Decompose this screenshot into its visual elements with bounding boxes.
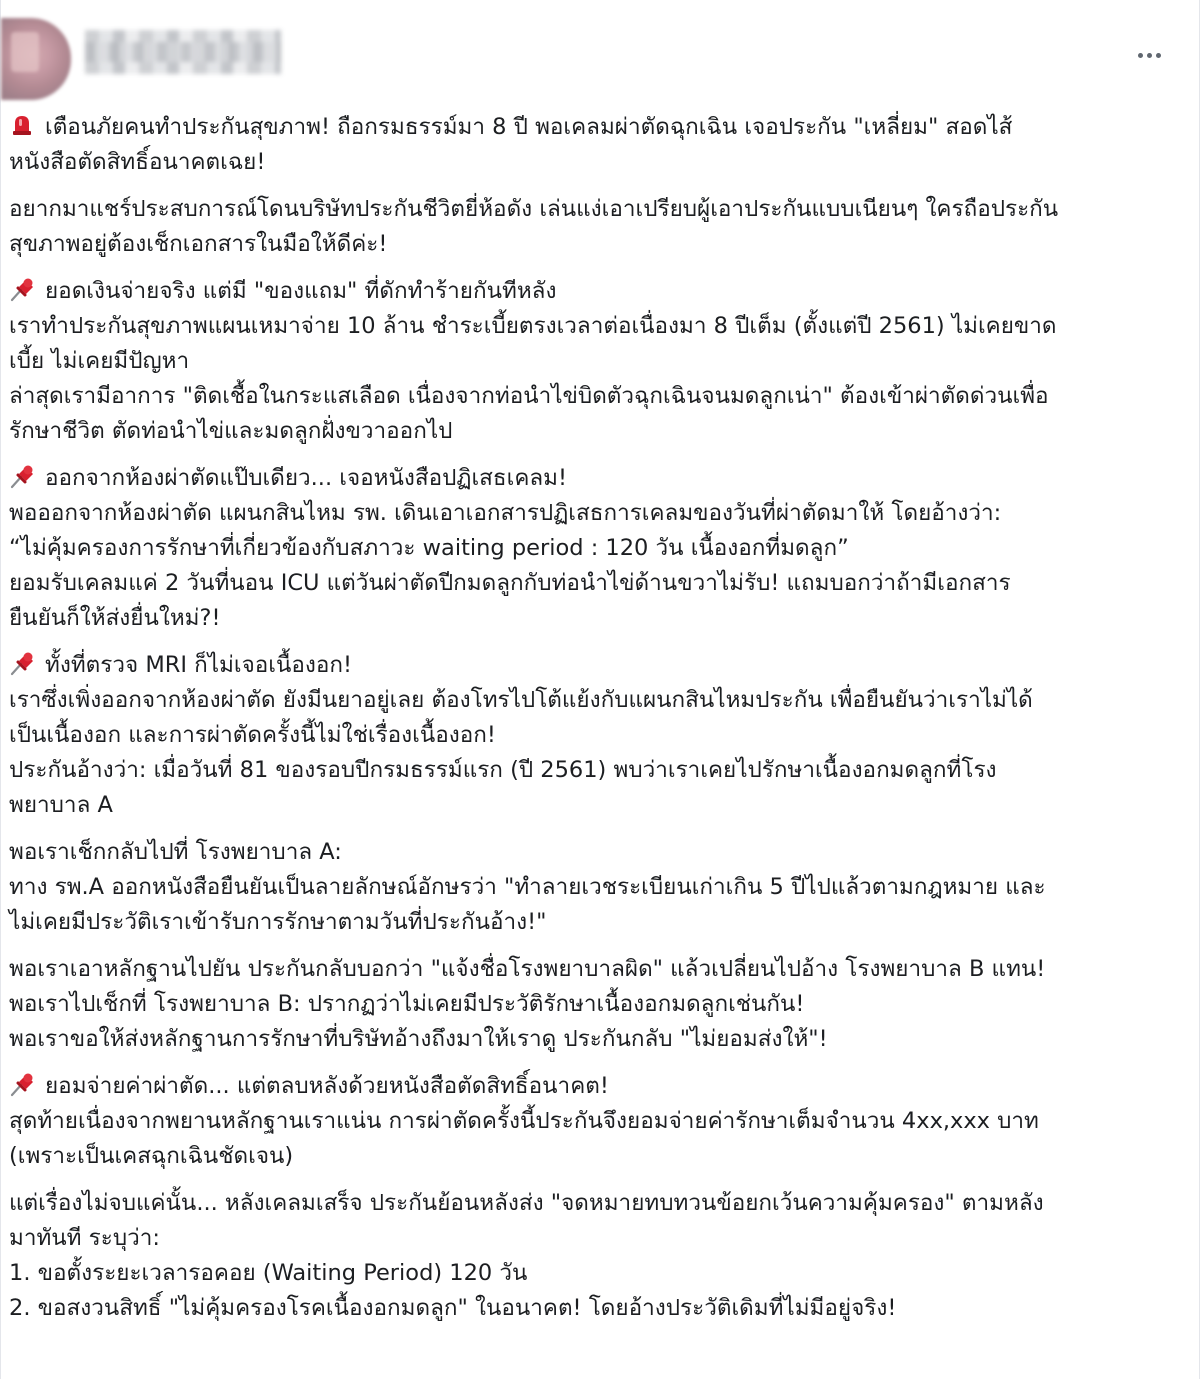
- section-line: ยืนยันก็ให้ส่งยื่นใหม่?!: [9, 605, 221, 631]
- pushpin-icon: [9, 650, 37, 676]
- author-avatar-blurred[interactable]: [1, 18, 71, 100]
- section-heading: ออกจากห้องผ่าตัดแป๊บเดียว... เจอหนังสือปฏิเสธเคลม!: [9, 461, 1195, 496]
- more-dot-icon: [1156, 53, 1161, 58]
- section-line: สุดท้ายเนื่องจากพยานหลักฐานเราแน่น การผ่าตัดครั้งนี้ประกันจึงยอมจ่ายค่ารักษาเต็มจำนวน 4xx,xxx บาท: [9, 1108, 1039, 1134]
- section-paid-but-excluded: [9, 1069, 1195, 1174]
- final-paragraph: [9, 1186, 1195, 1326]
- paragraph-line: พอเราไปเช็กที่ โรงพยาบาล B: ปรากฏว่าไม่เคยมีประวัติรักษาเนื้องอกมดลูกเช่นกัน!: [9, 991, 805, 1017]
- post-body: [9, 110, 1195, 1338]
- section-line: เราซึ่งเพิ่งออกจากห้องผ่าตัด ยังมีนยาอยู่เลย ต้องโทรไปโต้แย้งกับแผนกสินไหมประกัน เพื่อยืนยันว่าเราไม่ได้: [9, 687, 1033, 713]
- section-line: ล่าสุดเรามีอาการ "ติดเชื้อในกระแสเลือด เนื่องจากท่อนำไข่บิดตัวฉุกเฉินจนมดลูกเน่า" ต้องเข้าผ่าตัดด่วนเพื่อ: [9, 383, 1049, 409]
- paragraph-line: พอเราขอให้ส่งหลักฐานการรักษาที่บริษัทอ้างถึงมาให้เราดู ประกันกลับ "ไม่ยอมส่งให้"!: [9, 1026, 828, 1052]
- paragraph-line: แต่เรื่องไม่จบแค่นั้น... หลังเคลมเสร็จ ประกันย้อนหลังส่ง "จดหมายทบทวนข้อยกเว้นความคุ้มครอง" ตามหลัง: [9, 1190, 1044, 1216]
- section-line: (เพราะเป็นเคสฉุกเฉินชัดเจน): [9, 1143, 294, 1169]
- pushpin-icon: [9, 463, 37, 489]
- section-heading: ทั้งที่ตรวจ MRI ก็ไม่เจอเนื้องอก!: [9, 648, 1195, 683]
- more-dot-icon: [1147, 53, 1152, 58]
- section-line: พอออกจากห้องผ่าตัด แผนกสินไหม รพ. เดินเอาเอกสารปฏิเสธการเคลมของวันที่ผ่าตัดมาให้ โดยอ้างว่า:: [9, 500, 1002, 526]
- section-heading: ยอดเงินจ่ายจริง แต่มี "ของแถม" ที่ดักทำร้ายกันทีหลัง: [9, 274, 1195, 309]
- paragraph-line: พอเราเอาหลักฐานไปยัน ประกันกลับบอกว่า "แจ้งชื่อโรงพยาบาลผิด" แล้วเปลี่ยนไปอ้าง โรงพยาบาล B แทน!: [9, 956, 1046, 982]
- section-mri-no-tumor: [9, 648, 1195, 823]
- intro-line-1: อยากมาแชร์ประสบการณ์โดนบริษัทประกันชีวิตยี่ห้อดัง เล่นแง่เอาเปรียบผู้เอาประกันแบบเนียนๆ ใครถือประกัน: [9, 196, 1059, 222]
- paragraph-line: มาทันที ระบุว่า:: [9, 1225, 160, 1251]
- list-item: 2. ขอสงวนสิทธิ์ "ไม่คุ้มครองโรคเนื้องอกมดลูก" ในอนาคต! โดยอ้างประวัติเดิมที่ไม่มีอยู่จริง!: [9, 1295, 897, 1321]
- intro-paragraph: [9, 192, 1195, 262]
- section-line: รักษาชีวิต ตัดท่อนำไข่และมดลูกฝั่งขวาออกไป: [9, 418, 453, 444]
- section-line: “ไม่คุ้มครองการรักษาที่เกี่ยวข้องกับสภาวะ waiting period : 120 วัน เนื้องอกที่มดลูก”: [9, 535, 849, 561]
- hospital-a-paragraph: [9, 835, 1195, 940]
- section-line: ประกันอ้างว่า: เมื่อวันที่ 81 ของรอบปีกรมธรรม์แรก (ปี 2561) พบว่าเราเคยไปรักษาเนื้องอกมดลูกที่โรง: [9, 757, 997, 783]
- section-line: พยาบาล A: [9, 792, 113, 818]
- section-line: ยอมรับเคลมแค่ 2 วันที่นอน ICU แต่วันผ่าตัดปีกมดลูกกับท่อนำไข่ด้านขวาไม่รับ! แถมบอกว่าถ้ามีเอกสาร: [9, 570, 1011, 596]
- section-claim-rejected: [9, 461, 1195, 636]
- more-dot-icon: [1138, 53, 1143, 58]
- intro-line-2: สุขภาพอยู่ต้องเช็กเอกสารในมือให้ดีค่ะ!: [9, 231, 388, 257]
- section-paid-with-extras: [9, 274, 1195, 449]
- list-item: 1. ขอตั้งระยะเวลารอคอย (Waiting Period) 120 วัน: [9, 1260, 528, 1286]
- author-name-blurred[interactable]: [85, 30, 281, 74]
- post-header: [1, 0, 1200, 100]
- section-line: เราทำประกันสุขภาพแผนเหมาจ่าย 10 ล้าน ชำระเบี้ยตรงเวลาต่อเนื่องมา 8 ปีเต็ม (ตั้งแต่ปี 2561) ไม่เคยขาด: [9, 313, 1057, 339]
- hospital-b-paragraph: [9, 952, 1195, 1057]
- section-line: เป็นเนื้องอก และการผ่าตัดครั้งนี้ไม่ใช่เรื่องเนื้องอก!: [9, 722, 496, 748]
- section-heading: ยอมจ่ายค่าผ่าตัด... แต่ตลบหลังด้วยหนังสือตัดสิทธิ์อนาคต!: [9, 1069, 1195, 1104]
- paragraph-line: ไม่เคยมีประวัติเราเข้ารับการรักษาตามวันที่ประกันอ้าง!": [9, 909, 547, 935]
- title-line-1: เตือนภัยคนทำประกันสุขภาพ! ถือกรมธรรม์มา 8 ปี พอเคลมผ่าตัดฉุกเฉิน เจอประกัน "เหลี่ยม" สอดไส้: [9, 110, 1195, 145]
- post-title-paragraph: [9, 110, 1195, 180]
- more-options-button[interactable]: [1127, 40, 1171, 70]
- pushpin-icon: [9, 276, 37, 302]
- pushpin-icon: [9, 1071, 37, 1097]
- section-line: เบี้ย ไม่เคยมีปัญหา: [9, 348, 190, 374]
- red-alert-icon: [9, 112, 37, 138]
- paragraph-line: ทาง รพ.A ออกหนังสือยืนยันเป็นลายลักษณ์อักษรว่า "ทำลายเวชระเบียนเก่าเกิน 5 ปีไปแล้วตามกฎหมาย และ: [9, 874, 1046, 900]
- title-line-2: หนังสือตัดสิทธิ์อนาคตเฉย!: [9, 149, 266, 175]
- paragraph-line: พอเราเช็กกลับไปที่ โรงพยาบาล A:: [9, 839, 342, 865]
